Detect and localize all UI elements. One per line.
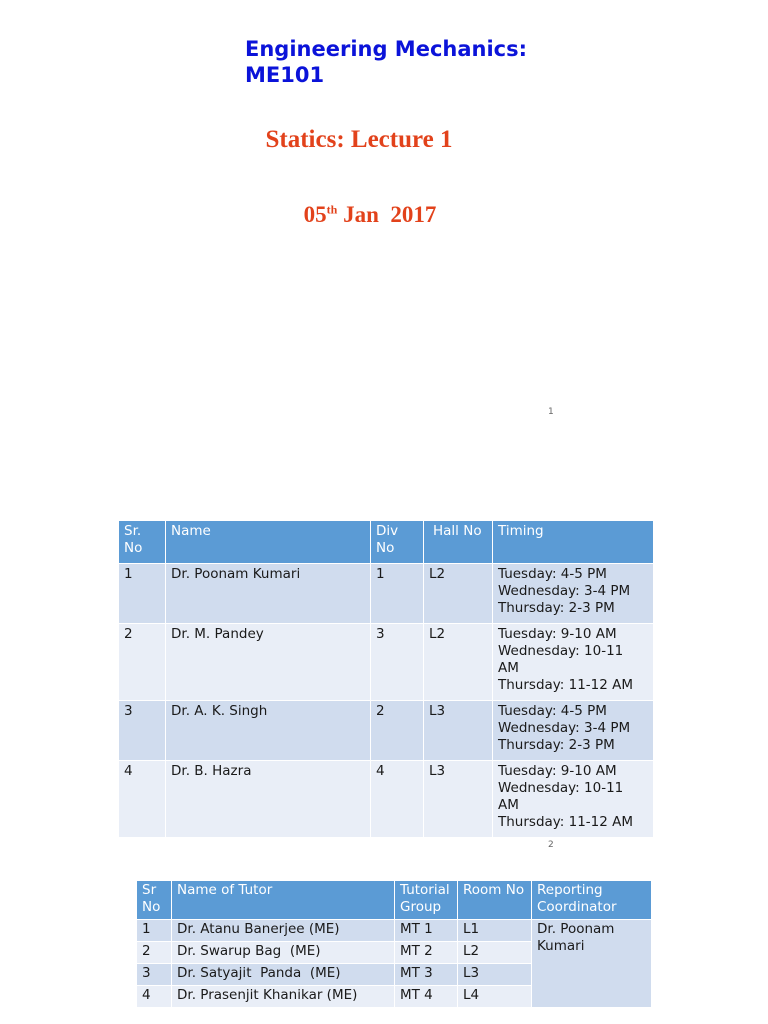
cell-room: L3 xyxy=(458,964,532,986)
table-header-row xyxy=(137,881,652,920)
header-reporting-coordinator: Reporting Coordinator xyxy=(532,881,652,920)
cell-div: 1 xyxy=(371,564,424,624)
cell-hall: L3 xyxy=(424,701,493,761)
cell-group: MT 3 xyxy=(395,964,458,986)
cell-room: L1 xyxy=(458,920,532,942)
date-suffix: th xyxy=(326,202,338,217)
table-row xyxy=(119,761,654,838)
cell-hall: L2 xyxy=(424,624,493,701)
timing-line: Thursday: 2-3 PM xyxy=(498,600,615,616)
cell-hall: L2 xyxy=(424,564,493,624)
date-day: 05 xyxy=(303,202,327,227)
cell-name: Dr. M. Pandey xyxy=(166,624,371,701)
timing-line: Wednesday: 10-11 AM xyxy=(498,643,624,676)
cell-group: MT 2 xyxy=(395,942,458,964)
timing-line: Wednesday: 3-4 PM xyxy=(498,720,631,736)
cell-timing xyxy=(493,564,654,624)
page-number-1: 1 xyxy=(548,407,554,417)
header-sr-no: Sr. No xyxy=(119,521,166,564)
table-header-row xyxy=(119,521,654,564)
cell-room: L2 xyxy=(458,942,532,964)
lecture-date xyxy=(0,202,740,228)
cell-sr: 2 xyxy=(119,624,166,701)
cell-coordinator: Dr. Poonam Kumari xyxy=(532,920,652,1008)
cell-group: MT 1 xyxy=(395,920,458,942)
header-timing: Timing xyxy=(493,521,654,564)
cell-sr: 1 xyxy=(137,920,172,942)
lecture-schedule-table xyxy=(118,520,654,838)
cell-sr: 3 xyxy=(137,964,172,986)
tutor-table xyxy=(136,880,652,1008)
table-row xyxy=(137,920,652,942)
table-row xyxy=(119,701,654,761)
cell-group: MT 4 xyxy=(395,986,458,1008)
header-sr-no: Sr No xyxy=(137,881,172,920)
cell-sr: 4 xyxy=(119,761,166,838)
timing-line: Wednesday: 10-11 AM xyxy=(498,780,624,813)
timing-line: Tuesday: 4-5 PM xyxy=(498,566,607,582)
cell-timing xyxy=(493,624,654,701)
timing-line: Wednesday: 3-4 PM xyxy=(498,583,631,599)
header-name-of-tutor: Name of Tutor xyxy=(172,881,395,920)
timing-line: Tuesday: 4-5 PM xyxy=(498,703,607,719)
header-room-no: Room No xyxy=(458,881,532,920)
cell-timing xyxy=(493,761,654,838)
header-name: Name xyxy=(166,521,371,564)
course-title xyxy=(245,36,527,88)
cell-sr: 3 xyxy=(119,701,166,761)
cell-name: Dr. Satyajit Panda (ME) xyxy=(172,964,395,986)
cell-sr: 4 xyxy=(137,986,172,1008)
cell-room: L4 xyxy=(458,986,532,1008)
cell-hall: L3 xyxy=(424,761,493,838)
timing-line: Thursday: 11-12 AM xyxy=(498,677,634,693)
cell-name: Dr. Prasenjit Khanikar (ME) xyxy=(172,986,395,1008)
cell-name: Dr. Atanu Banerjee (ME) xyxy=(172,920,395,942)
cell-sr: 1 xyxy=(119,564,166,624)
course-title-line2: ME101 xyxy=(245,63,325,87)
table-row xyxy=(119,624,654,701)
date-rest: Jan 2017 xyxy=(337,202,437,227)
page-number-2: 2 xyxy=(548,840,554,850)
header-hall-no: Hall No xyxy=(424,521,493,564)
cell-name: Dr. Swarup Bag (ME) xyxy=(172,942,395,964)
header-tutorial-group: Tutorial Group xyxy=(395,881,458,920)
timing-line: Tuesday: 9-10 AM xyxy=(498,763,617,779)
timing-line: Thursday: 11-12 AM xyxy=(498,814,634,830)
course-title-line1: Engineering Mechanics: xyxy=(245,37,528,61)
cell-name: Dr. Poonam Kumari xyxy=(166,564,371,624)
cell-timing xyxy=(493,701,654,761)
lecture-title: Statics: Lecture 1 xyxy=(265,126,453,153)
table-row xyxy=(119,564,654,624)
header-div-no: Div No xyxy=(371,521,424,564)
timing-line: Tuesday: 9-10 AM xyxy=(498,626,617,642)
cell-sr: 2 xyxy=(137,942,172,964)
cell-div: 3 xyxy=(371,624,424,701)
cell-name: Dr. A. K. Singh xyxy=(166,701,371,761)
timing-line: Thursday: 2-3 PM xyxy=(498,737,615,753)
cell-div: 4 xyxy=(371,761,424,838)
cell-div: 2 xyxy=(371,701,424,761)
cell-name: Dr. B. Hazra xyxy=(166,761,371,838)
